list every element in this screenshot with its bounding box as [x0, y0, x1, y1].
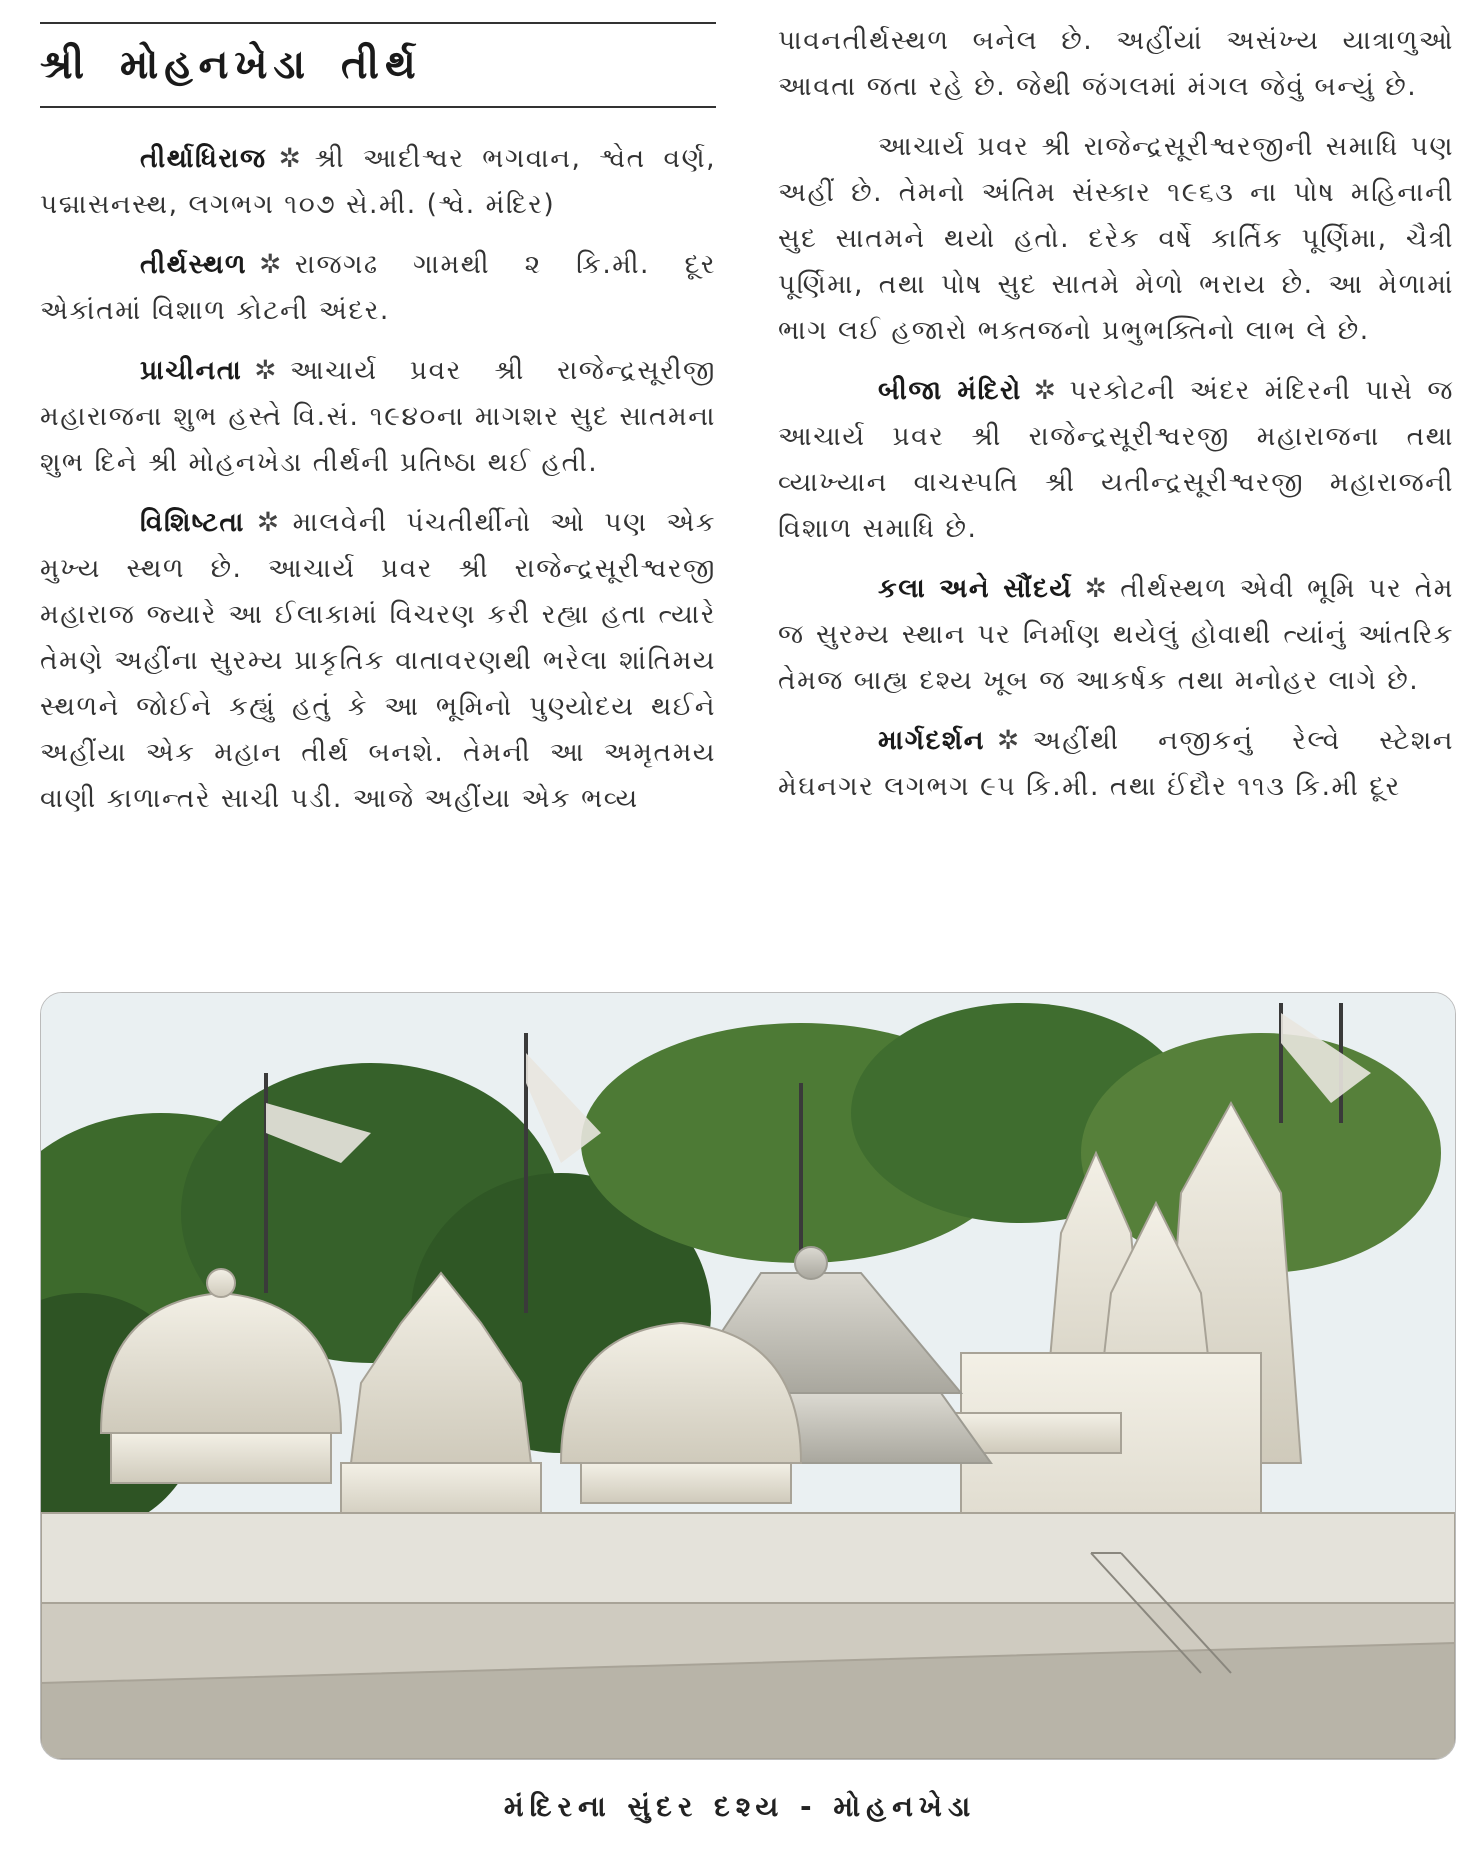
- paragraph-text: આચાર્ય પ્રવર શ્રી રાજેન્દ્રસૂરીજી મહારાજના શુભ હસ્તે વિ.સં. ૧૯૪૦ના માગશર સુદ સાતમના શુભ દિને શ્રી મોહનખેડા તીર્થની પ્રતિષ્ઠા થઈ હતી.: [40, 355, 716, 478]
- section-heading: વિશિષ્ટતા: [140, 507, 245, 538]
- page-title: શ્રી મોહનખેડા તીર્થ: [40, 42, 422, 88]
- asterisk-icon: ✲: [259, 249, 283, 280]
- paragraph-text: પરકોટની અંદર મંદિરની પાસે જ આચાર્ય પ્રવર શ્રી રાજેન્દ્રસૂરીશ્વરજી મહારાજના તથા વ્યાખ્યાન વાચસ્પતિ શ્રી યતીન્દ્રસૂરીશ્વરજી મહારાજની વિશાળ સમાધિ છે.: [778, 375, 1454, 544]
- paragraph: [40, 136, 716, 228]
- paragraph-text: અહીંથી નજીકનું રેલ્વે સ્ટેશન મેઘનગર લગભગ ૯૫ કિ.મી. તથા ઈંદૌર ૧૧૩ કિ.મી દૂર: [778, 725, 1454, 802]
- paragraph-text: પાવનતીર્થસ્થળ બનેલ છે. અહીંયાં અસંખ્ય યાત્રાળુઓ આવતા જતા રહે છે. જેથી જંગલમાં મંગલ જેવું બન્યું છે.: [778, 25, 1454, 102]
- title-bar: [40, 36, 716, 108]
- section-heading: તીર્થાધિરાજ: [140, 143, 267, 174]
- top-rule: [40, 22, 716, 24]
- paragraph-text: માલવેની પંચતીર્થીનો ઓ પણ એક મુખ્ય સ્થળ છે. આચાર્ય પ્રવર શ્રી રાજેન્દ્રસૂરીશ્વરજી મહારાજ જ્યારે આ ઈલાકામાં વિચરણ કરી રહ્યા હતા ત્યારે તેમણે અહીંના સુરમ્ય પ્રાકૃતિક વાતાવરણથી ભરેલા શાંતિમય સ્થળને જોઈને કહ્યું હતું કે આ ભૂમિનો પુણ્યોદય થઈને અહીંયા એક મહાન તીર્થ બનશે. તેમની આ અમૃતમય વાણી કાળાન્તરે સાચી પડી. આજે અહીંયા એક ભવ્ય: [40, 507, 716, 814]
- right-column: [778, 18, 1454, 824]
- paragraph: [778, 368, 1454, 552]
- temple-illustration: [41, 993, 1455, 1759]
- paragraph-text: રાજગઢ ગામથી ૨ કિ.મી. દૂર એકાંતમાં વિશાળ કોટની અંદર.: [40, 249, 716, 326]
- paragraph: [40, 348, 716, 486]
- paragraph: [778, 18, 1454, 110]
- paragraph-text: શ્રી આદીશ્વર ભગવાન, શ્વેત વર્ણ, પદ્માસનસ્થ, લગભગ ૧૦૭ સે.મી. (શ્વે. મંદિર): [40, 143, 716, 220]
- asterisk-icon: ✲: [278, 143, 303, 174]
- temple-photo: [40, 992, 1456, 1760]
- paragraph: [40, 500, 716, 822]
- paragraph: [778, 124, 1454, 354]
- asterisk-icon: ✲: [254, 355, 278, 386]
- paragraph-text: તીર્થસ્થળ એવી ભૂમિ પર તેમ જ સુરમ્ય સ્થાન પર નિર્માણ થયેલું હોવાથી ત્યાંનું આંતરિક તેમજ બાહ્ય દશ્ય ખૂબ જ આકર્ષક તથા મનોહર લાગે છે.: [778, 573, 1454, 696]
- section-heading: બીજા મંદિરો: [878, 375, 1022, 406]
- paragraph-text: આચાર્ય પ્રવર શ્રી રાજેન્દ્રસૂરીશ્વરજીની સમાધિ પણ અહીં છે. તેમનો અંતિમ સંસ્કાર ૧૯૬૩ ના પોષ મહિનાની સુદ સાતમને થયો હતો. દરેક વર્ષે કાર્તિક પૂર્ણિમા, ચૈત્રી પૂર્ણિમા, તથા પોષ સુદ સાતમે મેળો ભરાય છે. આ મેળામાં ભાગ લઈ હજારો ભક્તજનો પ્રભુભક્તિનો લાભ લે છે.: [778, 131, 1454, 346]
- left-column: [40, 136, 716, 836]
- paragraph: [40, 242, 716, 334]
- asterisk-icon: ✲: [1084, 573, 1109, 604]
- terrace: [41, 1513, 1455, 1759]
- photo-caption: મંદિરના સુંદર દશ્ય - મોહનખેડા: [503, 1790, 977, 1823]
- section-heading: પ્રાચીનતા: [140, 355, 243, 386]
- section-heading: માર્ગદર્શન: [878, 725, 986, 756]
- asterisk-icon: ✲: [1033, 375, 1058, 406]
- asterisk-icon: ✲: [256, 507, 281, 538]
- paragraph: [778, 718, 1454, 810]
- section-heading: તીર્થસ્થળ: [140, 249, 248, 280]
- paragraph: [778, 566, 1454, 704]
- section-heading: કલા અને સૌંદર્ય: [878, 573, 1073, 604]
- asterisk-icon: ✲: [997, 725, 1021, 756]
